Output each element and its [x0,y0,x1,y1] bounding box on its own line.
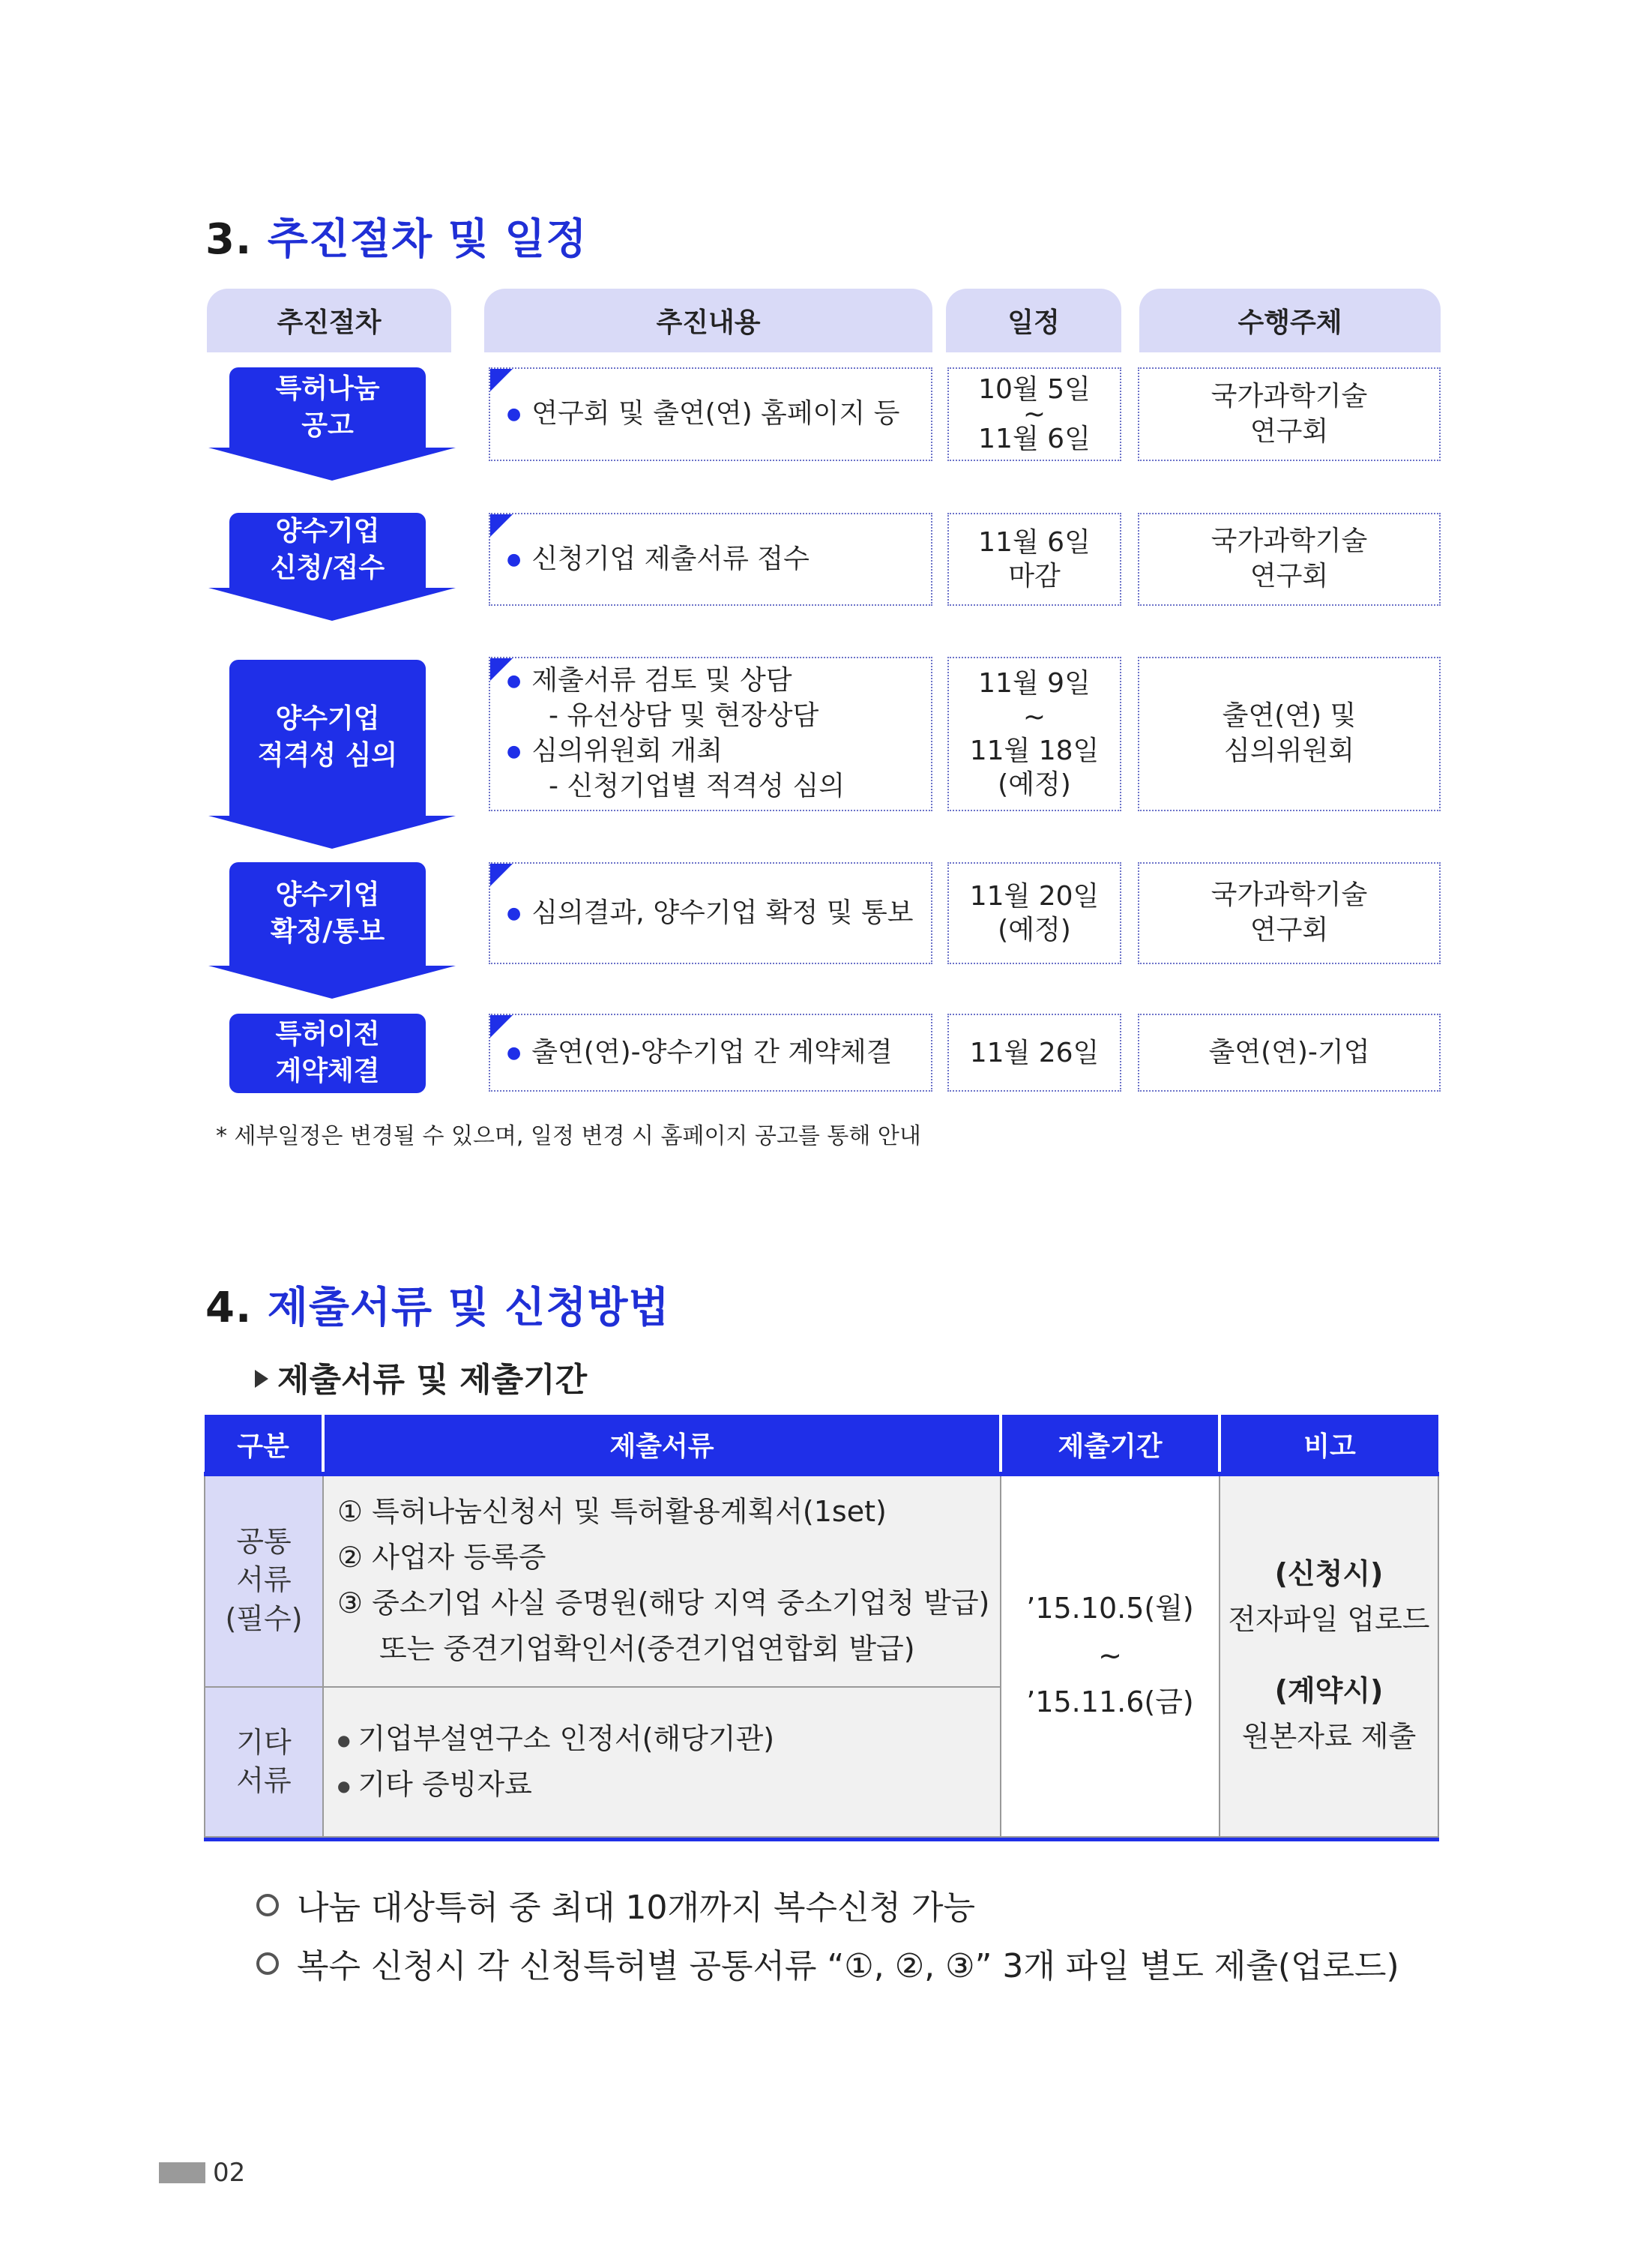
section4-number: 4. [205,1284,253,1332]
stage-3-label: 양수기업 적격성 심의 [229,660,426,816]
header-content: 추진내용 [484,289,932,352]
row-4-content-item: ● 심의결과, 양수기업 확정 및 통보 [507,896,923,931]
col-remark: 비고 [1220,1415,1438,1474]
row-4-agent: 국가과학기술 연구회 [1138,862,1441,964]
row-1-date: 10월 5일 ~ 11월 6일 [947,367,1121,461]
page-number: 02 [159,2158,245,2188]
row-5-agent: 출연(연)-기업 [1138,1014,1441,1092]
row-5-content-item: ● 출연(연)-양수기업 간 계약체결 [507,1035,923,1071]
table-header-rule [204,1472,1439,1476]
row-3-content-sub-2: - 신청기업별 적격성 심의 [549,770,845,801]
col-documents: 제출서류 [323,1415,1001,1474]
stage-2-label: 양수기업 신청/접수 [229,513,426,588]
other-documents [323,1687,1001,1837]
schedule-note: * 세부일정은 변경될 수 있으며, 일정 변경 시 홈페이지 공고를 통해 안내 [216,1123,921,1149]
header-procedure: 추진절차 [207,289,451,352]
submission-period: ’15.10.5(월) ~ ’15.11.6(금) [1001,1474,1220,1837]
row-2-date: 11월 6일 마감 [947,513,1121,606]
documents-table [204,1415,1439,1838]
row-1-agent: 국가과학기술 연구회 [1138,367,1441,461]
row-1-content [489,367,932,461]
section3-title [205,206,587,266]
other-doc-2: ● 기타 증빙자료 [337,1762,999,1808]
stage-4-label: 양수기업 확정/통보 [229,862,426,966]
common-doc-2: ② 사업자 등록증 [337,1541,546,1574]
row-1-content-item: ● 연구회 및 출연(연) 홈페이지 등 [507,397,923,432]
stage-4 [208,862,456,997]
row-3-agent: 출연(연) 및 심의위원회 [1138,657,1441,811]
row-3-content-item-1: ● 제출서류 검토 및 상담 [507,664,923,699]
stage-2 [208,513,456,618]
other-doc-1: ● 기업부설연구소 인정서(해당기관) [337,1716,999,1762]
row-3-content-sub-1: - 유선상담 및 현장상담 [549,700,819,732]
header-schedule: 일정 [946,289,1121,352]
row-5-content [489,1014,932,1092]
row-4-date: 11월 20일 (예정) [947,862,1121,964]
table-bottom-rule [204,1838,1439,1841]
other-category: 기타 서류 [205,1687,323,1837]
section4-subheading: 제출서류 및 제출기간 [255,1353,587,1401]
header-agent: 수행주체 [1139,289,1441,352]
stage-1-label: 특허나눔 공고 [229,367,426,448]
bullet-multi-apply: 나눔 대상특허 중 최대 10개까지 복수신청 가능 [256,1880,975,1928]
col-period: 제출기간 [1001,1415,1220,1474]
common-doc-3-alt: 또는 중견기업확인서(중견기업연합회 발급) [379,1631,915,1665]
row-2-content [489,513,932,606]
row-2-agent: 국가과학기술 연구회 [1138,513,1441,606]
section4-title [205,1275,670,1335]
stage-1 [208,367,456,476]
page-bar-icon [159,2162,205,2183]
circle-bullet-icon [256,1894,279,1916]
row-3-content-item-2: ● 심의위원회 개최 [507,734,923,769]
section4-title-text: 제출서류 및 신청방법 [267,1284,670,1332]
row-2-content-item: ● 신청기업 제출서류 접수 [507,542,923,577]
bullet-separate-upload: 복수 신청시 각 신청특허별 공통서류 “①, ②, ③” 3개 파일 별도 제출(업로드) [256,1939,1399,1987]
section3-number: 3. [205,215,253,264]
row-5-date: 11월 26일 [947,1014,1121,1092]
stage-5-label: 특허이전 계약체결 [229,1014,426,1093]
triangle-icon [255,1370,268,1388]
circle-bullet-icon [256,1952,279,1975]
common-category: 공통 서류 (필수) [205,1474,323,1687]
stage-3 [208,660,456,849]
col-category: 구분 [205,1415,323,1474]
row-3-content [489,657,932,811]
row-3-date: 11월 9일 ~ 11월 18일 (예정) [947,657,1121,811]
common-documents [323,1474,1001,1687]
row-4-content [489,862,932,964]
remarks: (신청시) 전자파일 업로드 (계약시) 원본자료 제출 [1220,1474,1438,1837]
common-doc-3: ③ 중소기업 사실 증명원(해당 지역 중소기업청 발급) [337,1586,990,1619]
common-doc-1: ① 특허나눔신청서 및 특허활용계획서(1set) [337,1495,887,1529]
section3-title-text: 추진절차 및 일정 [267,215,588,264]
